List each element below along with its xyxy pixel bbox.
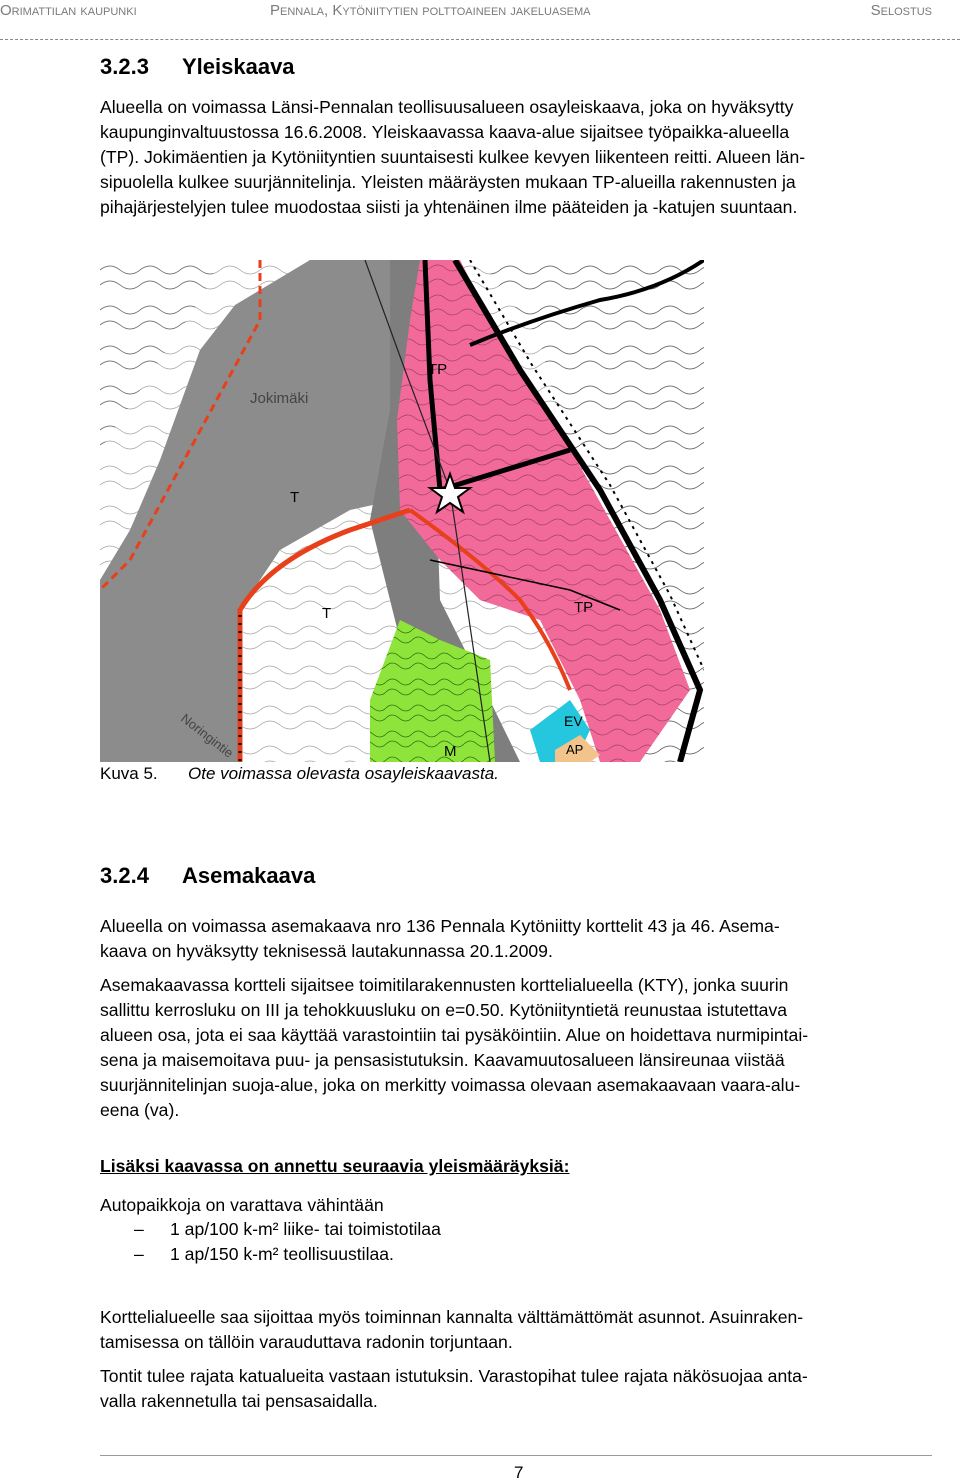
- map-label-ev: EV: [564, 713, 583, 729]
- text-line: Tontit tulee rajata katualueita vastaan istutuksin. Varastopihat tulee rajata näkösuojaa anta-: [100, 1366, 808, 1386]
- map-label-place: Jokimäki: [250, 390, 309, 407]
- section-number: 3.2.4: [100, 863, 149, 888]
- map-label-road: Noringintie: [178, 710, 237, 761]
- section-title: Yleiskaava: [182, 54, 295, 79]
- caption-label: Kuva 5.: [100, 764, 158, 783]
- housing-paragraph: [100, 1305, 932, 1355]
- caption-text: Ote voimassa olevasta osayleiskaavasta.: [188, 764, 499, 783]
- list-item: [134, 1244, 394, 1265]
- figure-caption: [100, 764, 499, 784]
- asemakaava-paragraph-1: [100, 914, 932, 964]
- text-line: eena (va).: [100, 1100, 180, 1120]
- text-line: pihajärjestelyjen tulee muodostaa siisti ja yhtenäinen ilme pääteiden ja -katujen suuntaan.: [100, 197, 798, 217]
- list-item-text: 1 ap/150 k-m² teollisuustilaa.: [170, 1244, 394, 1264]
- text-line: alueen osa, jota ei saa käyttää varastointiin tai pysäköintiin. Alue on hoidettava nurmipintai-: [100, 1025, 809, 1045]
- section-heading-yleiskaava: [100, 54, 295, 80]
- header-center: Pennala, Kytöniitytien polttoaineen jakeluasema: [270, 2, 591, 19]
- map-label-t-upper: T: [290, 489, 300, 506]
- map-svg: [100, 260, 704, 762]
- asemakaava-paragraph-2: [100, 973, 932, 1123]
- text-line: Alueella on voimassa Länsi-Pennalan teollisuusalueen osayleiskaava, joka on hyväksytty: [100, 97, 794, 117]
- text-line: sallittu kerrosluku on III ja tehokkuusluku on e=0.50. Kytöniityntietä reunustaa istutettava: [100, 1000, 788, 1020]
- text-line: sena ja maisemoitava puu- ja pensasistutuksin. Kaavamuutosalueen länsireunaa viistää: [100, 1050, 785, 1070]
- map-label-tp-right: TP: [574, 599, 594, 616]
- page-number: 7: [514, 1463, 524, 1482]
- list-dash: –: [134, 1219, 144, 1239]
- text-line: valla rakennetulla tai pensasaidalla.: [100, 1391, 378, 1411]
- parking-intro: [100, 1193, 932, 1218]
- section-number: 3.2.3: [100, 54, 149, 79]
- header-left: Orimattilan kaupunki: [0, 2, 137, 19]
- map-label-ap: AP: [566, 742, 584, 757]
- text-line: kaupunginvaltuustossa 16.6.2008. Yleiskaavassa kaava-alue sijaitsee työpaikka-alueella: [100, 122, 790, 142]
- general-regulations-heading: Lisäksi kaavassa on annettu seuraavia yleismääräyksiä:: [100, 1156, 570, 1176]
- text-line: (TP). Jokimäentien ja Kytöniityntien suuntaisesti kulkee kevyen liikenteen reitti. Alueen län-: [100, 147, 806, 167]
- list-item: [134, 1219, 441, 1240]
- text-line: tamisessa on tällöin varauduttava radonin torjuntaan.: [100, 1332, 513, 1352]
- map-label-tp-top: TP: [428, 361, 448, 378]
- footer-divider: [100, 1455, 932, 1456]
- text-line: Korttelialueelle saa sijoittaa myös toiminnan kannalta välttämättömät asunnot. Asuinraken-: [100, 1307, 804, 1327]
- header-right: Selostus: [870, 2, 932, 19]
- section-title: Asemakaava: [182, 863, 316, 888]
- section-heading-asemakaava: [100, 863, 315, 889]
- header-divider: [0, 39, 960, 40]
- page-header: [0, 2, 960, 22]
- list-item-text: 1 ap/100 k-m² liike- tai toimistotilaa: [170, 1219, 441, 1239]
- text-line: kaava on hyväksytty teknisessä lautakunnassa 20.1.2009.: [100, 941, 553, 961]
- master-plan-map: [100, 260, 704, 762]
- map-label-t-lower: T: [322, 605, 332, 622]
- text-line: suurjännitelinjan suoja-alue, joka on merkitty voimassa olevaan asemakaavaan vaara-alu-: [100, 1075, 801, 1095]
- map-label-m: M: [444, 743, 457, 760]
- plot-boundary-paragraph: [100, 1364, 932, 1414]
- text-line: Autopaikkoja on varattava vähintään: [100, 1195, 384, 1215]
- yleiskaava-paragraph: [100, 95, 932, 220]
- text-line: sipuolella kulkee suurjännitelinja. Yleisten määräysten mukaan TP-alueilla rakennusten ja: [100, 172, 796, 192]
- text-line: Asemakaavassa kortteli sijaitsee toimitilarakennusten korttelialueella (KTY), jonka suurin: [100, 975, 789, 995]
- text-line: Alueella on voimassa asemakaava nro 136 Pennala Kytöniitty korttelit 43 ja 46. Asema-: [100, 916, 780, 936]
- list-dash: –: [134, 1244, 144, 1264]
